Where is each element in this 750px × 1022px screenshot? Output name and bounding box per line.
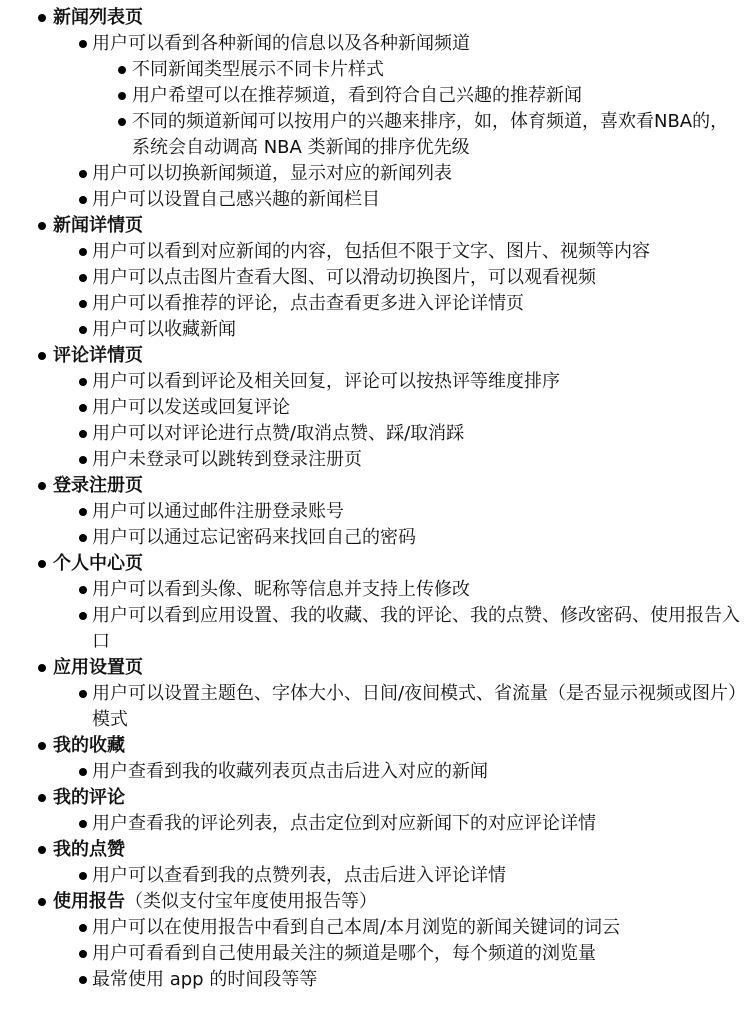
bullet-icon — [79, 326, 87, 334]
sub-list-item-text: 用户希望可以在推荐频道，看到符合自己兴趣的推荐新闻 — [132, 85, 582, 106]
bullet-icon — [79, 300, 87, 308]
list-item-text: 用户可以通过忘记密码来找回自己的密码 — [92, 527, 416, 548]
list-item — [0, 369, 750, 395]
section-title: 新闻列表页 — [53, 7, 143, 28]
section-title: 新闻详情页 — [53, 215, 143, 236]
section-title: 我的评论 — [53, 787, 125, 808]
bullet-icon — [79, 768, 87, 776]
list-item-text: 用户可以在使用报告中看到自己本周/本月浏览的新闻关键词的词云 — [92, 917, 621, 938]
section-my-likes — [0, 837, 750, 863]
list-item-text: 用户可以通过邮件注册登录账号 — [92, 501, 344, 522]
bullet-icon — [79, 690, 87, 698]
section-comment-detail — [0, 343, 750, 369]
list-item — [0, 317, 750, 343]
sub-list-item — [0, 83, 750, 109]
bullet-icon — [79, 820, 87, 828]
list-item-text: 用户可以点击图片查看大图、可以滑动切换图片，可以观看视频 — [92, 267, 596, 288]
list-item-text: 用户未登录可以跳转到登录注册页 — [92, 449, 362, 470]
bullet-icon — [118, 66, 126, 74]
list-item — [0, 603, 740, 655]
bullet-icon — [79, 248, 87, 256]
sub-list-item-text: 不同的频道新闻可以按用户的兴趣来排序，如，体育频道，喜欢看NBA的，系统会自动调高 NBA 类新闻的排序优先级 — [132, 111, 729, 158]
bullet-icon — [38, 898, 46, 906]
bullet-icon — [118, 118, 126, 126]
list-item — [0, 395, 750, 421]
bullet-icon — [38, 352, 46, 360]
bullet-icon — [79, 924, 87, 932]
bullet-icon — [38, 482, 46, 490]
list-item — [0, 31, 750, 57]
list-item-text: 用户可以看到对应新闻的内容，包括但不限于文字、图片、视频等内容 — [92, 241, 650, 262]
bullet-icon — [79, 586, 87, 594]
list-item-text: 用户可以设置主题色、字体大小、日间/夜间模式、省流量（是否显示视频或图片）模式 — [92, 683, 738, 730]
list-item — [0, 265, 750, 291]
section-app-settings — [0, 655, 750, 681]
list-item-text: 用户可以查看到我的点赞列表，点击后进入评论详情 — [92, 865, 506, 886]
bullet-icon — [79, 950, 87, 958]
list-item — [0, 525, 750, 551]
list-item-text: 用户可以收藏新闻 — [92, 319, 236, 340]
section-login-register — [0, 473, 750, 499]
list-item — [0, 291, 750, 317]
list-item-text: 用户可以设置自己感兴趣的新闻栏目 — [92, 189, 380, 210]
list-item-text: 用户可以发送或回复评论 — [92, 397, 290, 418]
section-title: 我的点赞 — [53, 839, 125, 860]
section-title: 登录注册页 — [53, 475, 143, 496]
bullet-icon — [79, 170, 87, 178]
section-news-detail — [0, 213, 750, 239]
list-item — [0, 915, 750, 941]
section-note: （类似支付宝年度使用报告等） — [125, 891, 377, 912]
section-my-favorites — [0, 733, 750, 759]
list-item-text: 用户查看到我的收藏列表页点击后进入对应的新闻 — [92, 761, 488, 782]
bullet-icon — [38, 846, 46, 854]
section-usage-report — [0, 889, 750, 915]
list-item-text: 用户可以对评论进行点赞/取消点赞、踩/取消踩 — [92, 423, 465, 444]
list-item-text: 用户可以切换新闻频道，显示对应的新闻列表 — [92, 163, 452, 184]
list-item — [0, 577, 750, 603]
list-item — [0, 863, 750, 889]
requirements-document — [0, 5, 750, 993]
list-item — [0, 941, 750, 967]
list-item — [0, 239, 750, 265]
bullet-icon — [38, 222, 46, 230]
bullet-icon — [38, 664, 46, 672]
list-item-text: 用户可看看到自己使用最关注的频道是哪个，每个频道的浏览量 — [92, 943, 596, 964]
list-item — [0, 447, 750, 473]
section-profile — [0, 551, 750, 577]
bullet-icon — [79, 40, 87, 48]
bullet-icon — [79, 196, 87, 204]
bullet-icon — [38, 14, 46, 22]
list-item-text: 用户可以看到头像、昵称等信息并支持上传修改 — [92, 579, 470, 600]
list-item — [0, 811, 750, 837]
bullet-icon — [38, 794, 46, 802]
bullet-icon — [79, 612, 87, 620]
section-title: 应用设置页 — [53, 657, 143, 678]
bullet-icon — [38, 560, 46, 568]
list-item-text: 用户可以看推荐的评论，点击查看更多进入评论详情页 — [92, 293, 524, 314]
list-item-text: 用户可以看到应用设置、我的收藏、我的评论、我的点赞、修改密码、使用报告入口 — [92, 605, 740, 652]
bullet-icon — [79, 430, 87, 438]
bullet-icon — [118, 92, 126, 100]
section-title: 我的收藏 — [53, 735, 125, 756]
list-item — [0, 187, 750, 213]
list-item-text: 最常使用 app 的时间段等等 — [92, 969, 318, 990]
bullet-icon — [79, 508, 87, 516]
section-title: 个人中心页 — [53, 553, 143, 574]
bullet-icon — [79, 456, 87, 464]
list-item-text: 用户查看我的评论列表，点击定位到对应新闻下的对应评论详情 — [92, 813, 596, 834]
bullet-icon — [79, 274, 87, 282]
sub-list-item — [0, 109, 730, 161]
bullet-icon — [79, 534, 87, 542]
sub-list-item — [0, 57, 750, 83]
list-item — [0, 499, 750, 525]
list-item — [0, 759, 750, 785]
list-item — [0, 421, 750, 447]
section-news-list — [0, 5, 750, 31]
bullet-icon — [79, 976, 87, 984]
bullet-icon — [79, 872, 87, 880]
bullet-icon — [38, 742, 46, 750]
list-item — [0, 681, 740, 733]
list-item — [0, 967, 750, 993]
section-title: 使用报告 — [53, 891, 125, 912]
list-item — [0, 161, 750, 187]
list-item-text: 用户可以看到各种新闻的信息以及各种新闻频道 — [92, 33, 470, 54]
sub-list-item-text: 不同新闻类型展示不同卡片样式 — [132, 59, 384, 80]
bullet-icon — [79, 378, 87, 386]
section-title: 评论详情页 — [53, 345, 143, 366]
list-item-text: 用户可以看到评论及相关回复，评论可以按热评等维度排序 — [92, 371, 560, 392]
section-my-comments — [0, 785, 750, 811]
bullet-icon — [79, 404, 87, 412]
